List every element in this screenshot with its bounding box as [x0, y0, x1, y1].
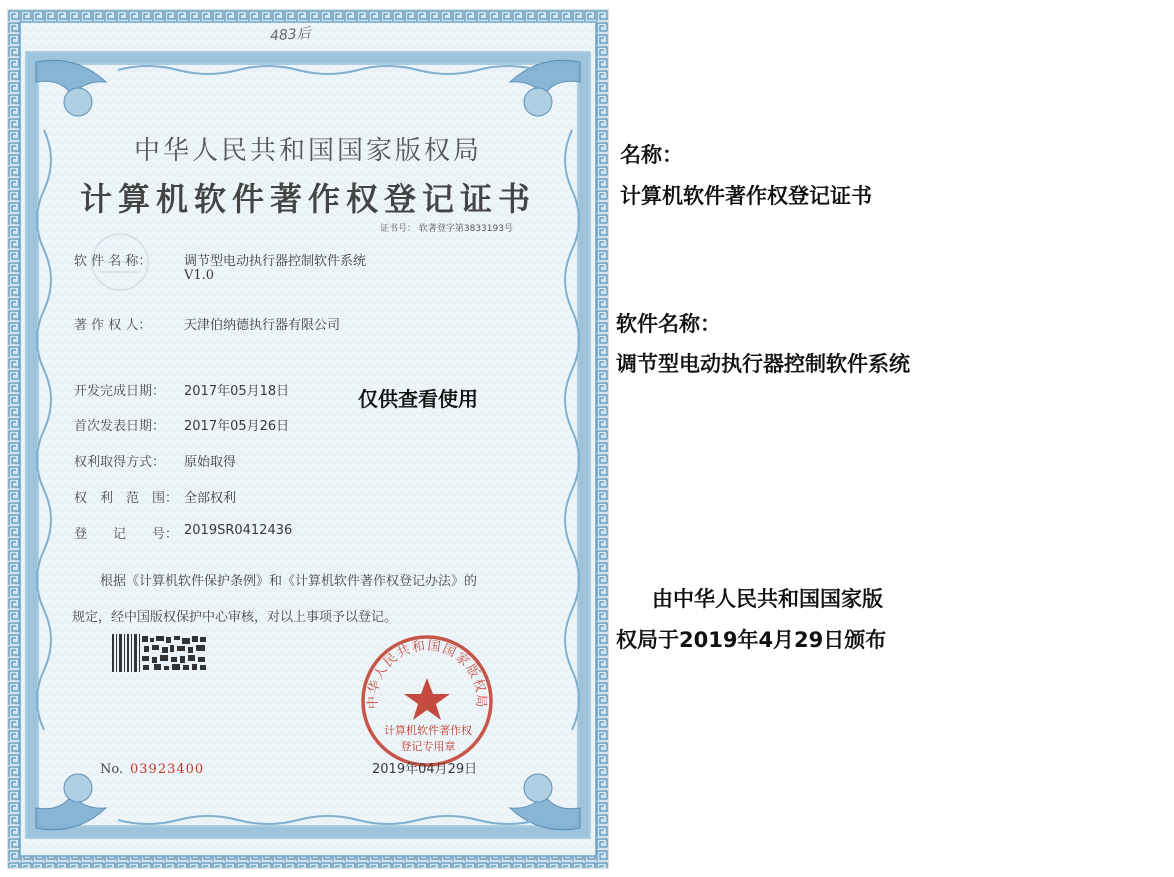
seal-text-line-2: 登记专用章: [400, 740, 456, 753]
serial-number: 03923400: [130, 762, 205, 777]
owner-label: 著 作 权 人：: [74, 318, 152, 333]
handwritten-note: 483后: [269, 25, 312, 45]
certificate-number: 证书号： 软著登字第3833193号: [380, 224, 513, 234]
owner-value: 天津伯纳德执行器有限公司: [184, 318, 341, 333]
reg-no-value: 2019SR0412436: [184, 523, 293, 538]
issue-date: 2019年04月29日: [372, 762, 478, 777]
acquire-value: 原始取得: [184, 455, 237, 470]
software-name-value: 调节型电动执行器控制软件系统: [184, 254, 367, 269]
software-version: V1.0: [184, 268, 215, 283]
reg-no-label: 登 记 号：: [74, 527, 179, 542]
acquire-label: 权利取得方式：: [74, 455, 166, 470]
publish-date-label: 首次发表日期：: [74, 419, 166, 434]
annotation-name-value: 计算机软件著作权登记证书: [620, 184, 872, 208]
scope-label: 权 利 范 围：: [74, 491, 179, 506]
certificate: [8, 10, 608, 868]
seal-star-icon: [404, 678, 450, 720]
annotation-software-label: 软件名称：: [616, 312, 721, 336]
watermark-text: 仅供查看使用: [358, 387, 478, 411]
publish-date-value: 2017年05月26日: [184, 419, 290, 434]
annotation-issued-line-1: 由中华人民共和国国家版: [652, 587, 883, 611]
issuer-heading: 中华人民共和国国家版权局: [133, 136, 482, 166]
dev-date-value: 2017年05月18日: [184, 384, 290, 399]
dev-date-label: 开发完成日期：: [74, 384, 166, 399]
annotation-name-label: 名称：: [620, 143, 683, 167]
annotation-software-value: 调节型电动执行器控制软件系统: [616, 352, 910, 376]
seal-ring-text: 中华人民共和国国家版权局: [365, 638, 489, 710]
certificate-title: 计算机软件著作权登记证书: [79, 180, 536, 218]
software-name-label: 软 件 名 称：: [74, 254, 152, 269]
barcode: [112, 634, 208, 672]
annotation-issued-line-2: 权局于2019年4月29日颁布: [616, 628, 887, 652]
notice-line-2: 规定，经中国版权保护中心审核，对以上事项予以登记。: [72, 610, 398, 625]
seal-text-line-1: 计算机软件著作权: [384, 724, 472, 737]
serial-label: No.: [100, 762, 124, 777]
scope-value: 全部权利: [184, 491, 237, 506]
notice-line-1: 根据《计算机软件保护条例》和《计算机软件著作权登记办法》的: [100, 574, 478, 589]
